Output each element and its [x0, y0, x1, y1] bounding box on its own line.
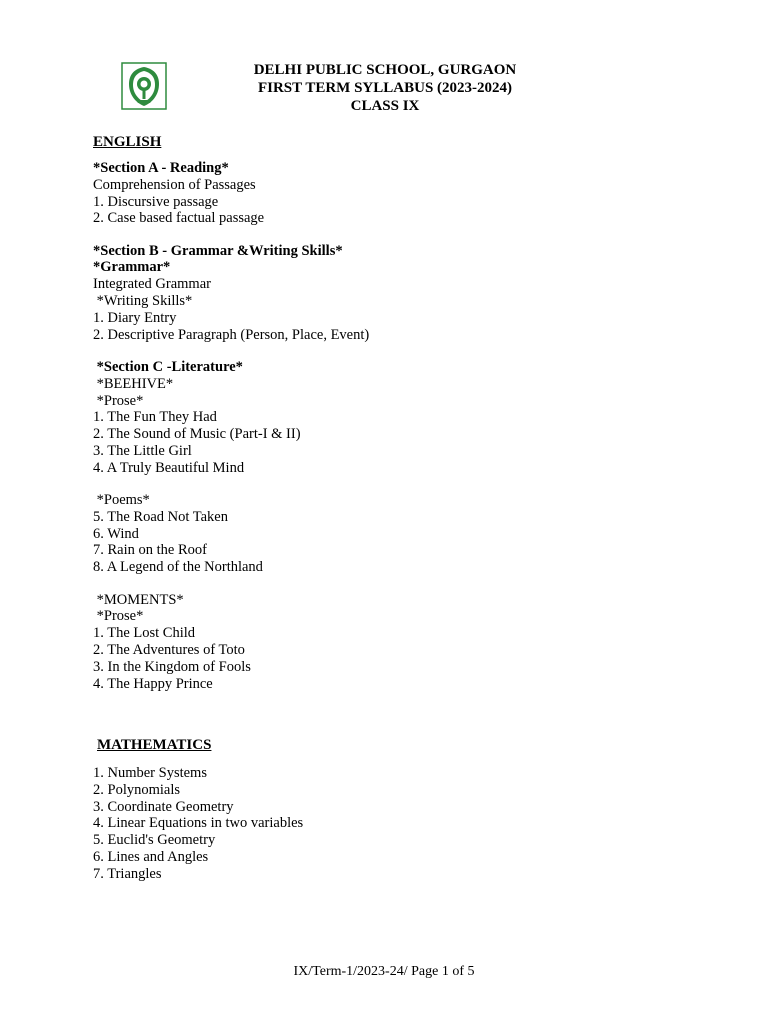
- mathematics-list: [93, 765, 303, 883]
- list-item: 2. Polynomials: [93, 781, 181, 798]
- english-section: [93, 133, 693, 708]
- section-a-subheading: Comprehension of Passages: [93, 176, 256, 193]
- list-item: 1. The Fun They Had: [93, 409, 217, 426]
- list-item: 1. Discursive passage: [93, 193, 219, 210]
- list-item: 4. Linear Equations in two variables: [93, 815, 304, 832]
- section-b-heading: *Section B - Grammar &Writing Skills*: [93, 242, 343, 259]
- list-item: 1. The Lost Child: [93, 625, 196, 642]
- list-item: 5. The Road Not Taken: [93, 508, 228, 525]
- list-item: 6. Lines and Angles: [93, 848, 209, 865]
- list-item: 2. The Sound of Music (Part-I & II): [93, 426, 301, 443]
- grammar-heading: *Grammar*: [93, 259, 171, 276]
- moments-heading: *MOMENTS*: [93, 591, 184, 608]
- section-a-heading: *Section A - Reading*: [93, 160, 229, 176]
- prose-heading: *Prose*: [93, 392, 144, 409]
- grammar-item: Integrated Grammar: [93, 276, 211, 293]
- list-item: 3. Coordinate Geometry: [93, 798, 234, 815]
- list-item: 4. The Happy Prince: [93, 675, 213, 692]
- beehive-heading: *BEEHIVE*: [93, 375, 174, 392]
- school-logo-icon: [121, 62, 167, 110]
- list-item: 8. A Legend of the Northland: [93, 559, 263, 576]
- school-name: DELHI PUBLIC SCHOOL, GURGAON: [253, 62, 517, 78]
- page-footer: IX/Term-1/2023-24/ Page 1 of 5: [293, 964, 475, 979]
- list-item: 2. Case based factual passage: [93, 210, 265, 227]
- list-item: 3. The Little Girl: [93, 442, 192, 459]
- term-title: FIRST TERM SYLLABUS (2023-2024): [257, 80, 513, 96]
- english-title: ENGLISH: [93, 134, 162, 150]
- list-item: 2. The Adventures of Toto: [93, 641, 245, 658]
- list-item: 1. Number Systems: [93, 765, 207, 781]
- list-item: 4. A Truly Beautiful Mind: [93, 459, 245, 476]
- section-b: [93, 243, 693, 344]
- moments-block: [93, 592, 693, 693]
- list-item: 3. In the Kingdom of Fools: [93, 658, 251, 675]
- list-item: 5. Euclid's Geometry: [93, 832, 216, 849]
- poems-block: [93, 492, 693, 576]
- list-item: 7. Rain on the Roof: [93, 542, 207, 559]
- section-c-heading: *Section C -Literature*: [93, 358, 243, 375]
- list-item: 7. Triangles: [93, 865, 162, 882]
- list-item: 2. Descriptive Paragraph (Person, Place, Event): [93, 326, 370, 343]
- mathematics-title: MATHEMATICS: [97, 737, 212, 753]
- section-a: [93, 160, 693, 227]
- section-c: [93, 359, 693, 477]
- poems-heading: *Poems*: [93, 492, 150, 509]
- moments-prose-heading: *Prose*: [93, 608, 144, 625]
- document-header: [200, 61, 570, 115]
- list-item: 6. Wind: [93, 525, 139, 542]
- class-title: CLASS IX: [350, 98, 420, 114]
- writing-heading: *Writing Skills*: [93, 293, 193, 310]
- list-item: 1. Diary Entry: [93, 309, 177, 326]
